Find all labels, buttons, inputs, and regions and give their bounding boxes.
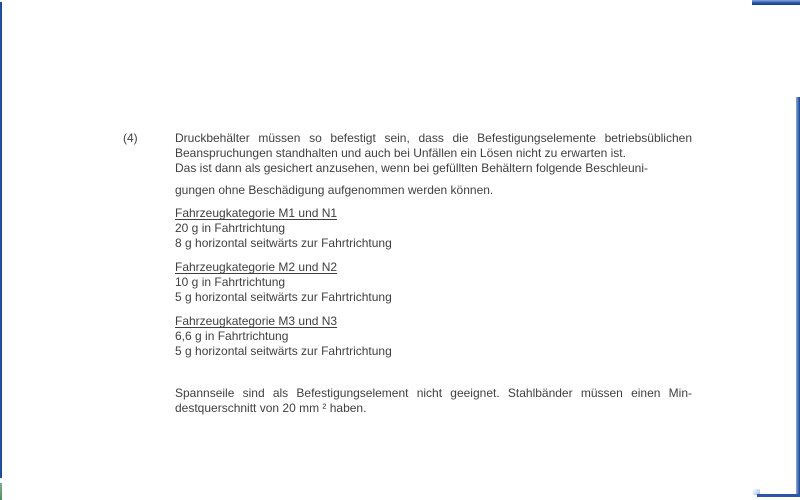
intro-line-1: Druckbehälter müssen so befestigt sein, dass die Befestigungselemente betriebsüblichen	[175, 131, 692, 145]
section-4-text-area	[123, 131, 693, 416]
category-heading: Fahrzeugkategorie M2 und N2	[175, 260, 338, 274]
category-block-m2-n2	[175, 260, 692, 305]
closing-line-2: destquerschnitt von 20 mm ² haben.	[175, 401, 367, 415]
top-right-border-bar	[752, 0, 800, 5]
accel-forward-line: 10 g in Fahrtrichtung	[175, 275, 286, 289]
category-heading: Fahrzeugkategorie M3 und N3	[175, 314, 338, 328]
category-block-m1-n1	[175, 206, 692, 251]
accel-lateral-line: 5 g horizontal seitwärts zur Fahrtrichtung	[175, 344, 392, 358]
closing-paragraph	[175, 386, 692, 416]
intro-paragraph	[175, 131, 692, 198]
intro-line-3: Das ist dann als gesichert anzusehen, wenn bei gefüllten Behältern folgende Beschleuni-	[175, 161, 648, 175]
bottom-right-border-line	[757, 494, 800, 497]
left-border-green-line	[0, 483, 2, 500]
intro-line-4: gungen ohne Beschädigung aufgenommen werden können.	[175, 183, 494, 197]
right-border-line	[796, 97, 800, 496]
closing-line-1: Spannseile sind als Befestigungselement nicht geeignet. Stahlbänder müssen einen Min-	[175, 386, 692, 400]
category-block-m3-n3	[175, 314, 692, 359]
accel-lateral-line: 5 g horizontal seitwärts zur Fahrtrichtung	[175, 290, 392, 304]
intro-line-2: Beanspruchungen standhalten und auch bei Unfällen ein Lösen nicht zu erwarten ist.	[175, 146, 626, 160]
accel-forward-line: 20 g in Fahrtrichtung	[175, 221, 286, 235]
accel-lateral-line: 8 g horizontal seitwärts zur Fahrtrichtung	[175, 236, 392, 250]
section-marker: (4)	[123, 131, 138, 145]
left-border-line	[0, 2, 2, 478]
section-body-column	[175, 131, 692, 416]
accel-forward-line: 6,6 g in Fahrtrichtung	[175, 329, 289, 343]
category-heading: Fahrzeugkategorie M1 und N1	[175, 206, 338, 220]
